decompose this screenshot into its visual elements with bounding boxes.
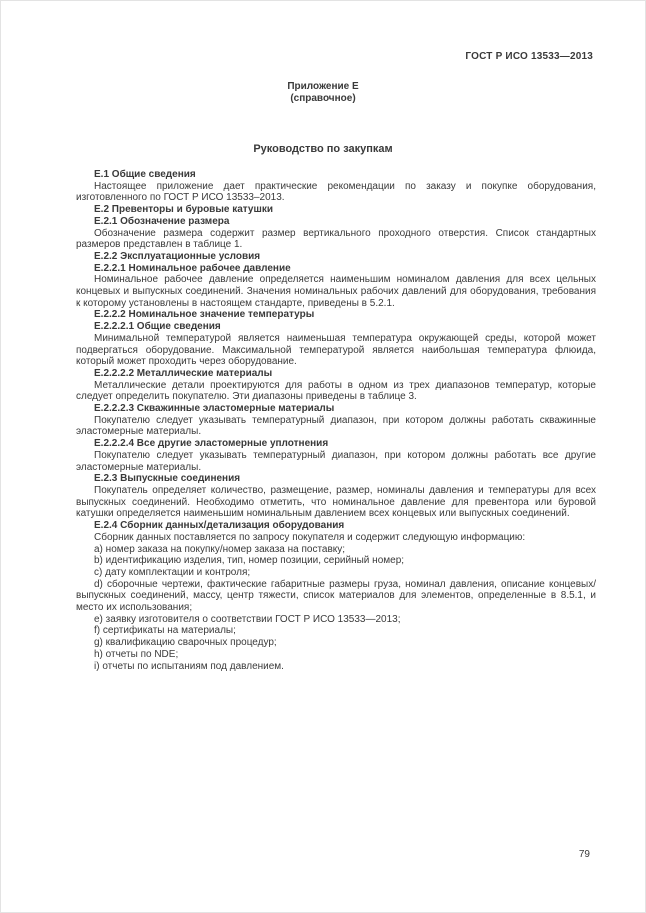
- paragraph: Минимальной температурой является наименьшая температура окружающей среды, которой может подвергаться оборудование. Максимальной температурой является наибольшая температура флюида, который может проходить через оборудование.: [76, 332, 596, 368]
- paragraph: Номинальное рабочее давление определяется наименьшим номиналом давления для всех цельных концевых и выпускных соединений. Значения номинальных рабочих давлений для оборудования, требования к которому установлены в настоящем стандарте, приведены в 5.2.1.: [76, 274, 596, 309]
- section-heading: Е.2 Превенторы и буровые катушки: [94, 204, 273, 216]
- section-heading: Е.2.2.2.3 Скважинные эластомерные материалы: [94, 403, 335, 415]
- document-body: [76, 169, 596, 672]
- section-heading: Е.2.4 Сборник данных/детализация оборудования: [94, 520, 345, 532]
- paragraph: Покупатель определяет количество, размещение, размер, номиналы давления и температуры для всех выпускных соединений. Необходимо отметить, что номинальное давление для превентора или буровой катушки определяется наименьшим номинальным давлением всех концевых или выпускных соединений.: [76, 484, 596, 520]
- section-heading: Е.1 Общие сведения: [94, 169, 196, 180]
- section-heading: Е.2.3 Выпускные соединения: [94, 473, 241, 485]
- appendix-label: Приложение Е: [287, 81, 359, 92]
- appendix-header: [1, 81, 645, 105]
- list-item: b) идентификацию изделия, тип, номер позиции, серийный номер;: [94, 555, 405, 567]
- list-item: i) отчеты по испытаниям под давлением.: [94, 660, 284, 672]
- section-heading: Е.2.2 Эксплуатационные условия: [94, 250, 261, 262]
- section-heading: Е.2.2.2.4 Все другие эластомерные уплотнения: [94, 438, 329, 450]
- list-item: a) номер заказа на покупку/номер заказа на поставку;: [94, 543, 346, 555]
- appendix-type: (справочное): [290, 93, 356, 104]
- section-heading: Е.2.2.2.1 Общие сведения: [94, 321, 221, 333]
- paragraph: Настоящее приложение дает практические рекомендации по заказу и покупке оборудования, изготовленного по ГОСТ Р ИСО 13533–2013.: [76, 180, 596, 204]
- document-number-header: ГОСТ Р ИСО 13533—2013: [465, 51, 593, 62]
- paragraph: Покупателю следует указывать температурный диапазон, при котором должны работать скважинные эластомерные материалы.: [76, 414, 596, 438]
- list-item: c) дату комплектации и контроля;: [94, 566, 251, 578]
- section-heading: Е.2.2.2 Номинальное значение температуры: [94, 309, 315, 321]
- paragraph: Металлические детали проектируются для работы в одном из трех диапазонов температур, которые следует определить покупателю. Эти диапазоны приведены в таблице 3.: [76, 379, 596, 403]
- list-item: g) квалификацию сварочных процедур;: [94, 637, 277, 649]
- section-heading: Е.2.1 Обозначение размера: [94, 215, 230, 227]
- section-heading: Е.2.2.1 Номинальное рабочее давление: [94, 262, 291, 274]
- paragraph: Покупателю следует указывать температурный диапазон, при котором должны работать все другие эластомерные материалы.: [76, 449, 596, 473]
- list-item: f) сертификаты на материалы;: [94, 625, 236, 637]
- paragraph: Сборник данных поставляется по запросу покупателя и содержит следующую информацию:: [94, 531, 526, 543]
- page-number: 79: [578, 849, 590, 860]
- paragraph: Обозначение размера содержит размер вертикального проходного отверстия. Список стандартных размеров представлен в таблице 1.: [76, 227, 596, 251]
- list-item: e) заявку изготовителя о соответствии ГОСТ Р ИСО 13533—2013;: [94, 613, 401, 625]
- list-item: h) отчеты по NDE;: [94, 648, 179, 660]
- page-title: Руководство по закупкам: [253, 143, 393, 155]
- section-heading: Е.2.2.2.2 Металлические материалы: [94, 367, 273, 379]
- list-item: d) сборочные чертежи, фактические габаритные размеры груза, номинал давления, описание концевых/выпускных соединений, массу, центр тяжести, список материалов для элементов, определенные в 8.5.1, и место их использования;: [76, 578, 596, 614]
